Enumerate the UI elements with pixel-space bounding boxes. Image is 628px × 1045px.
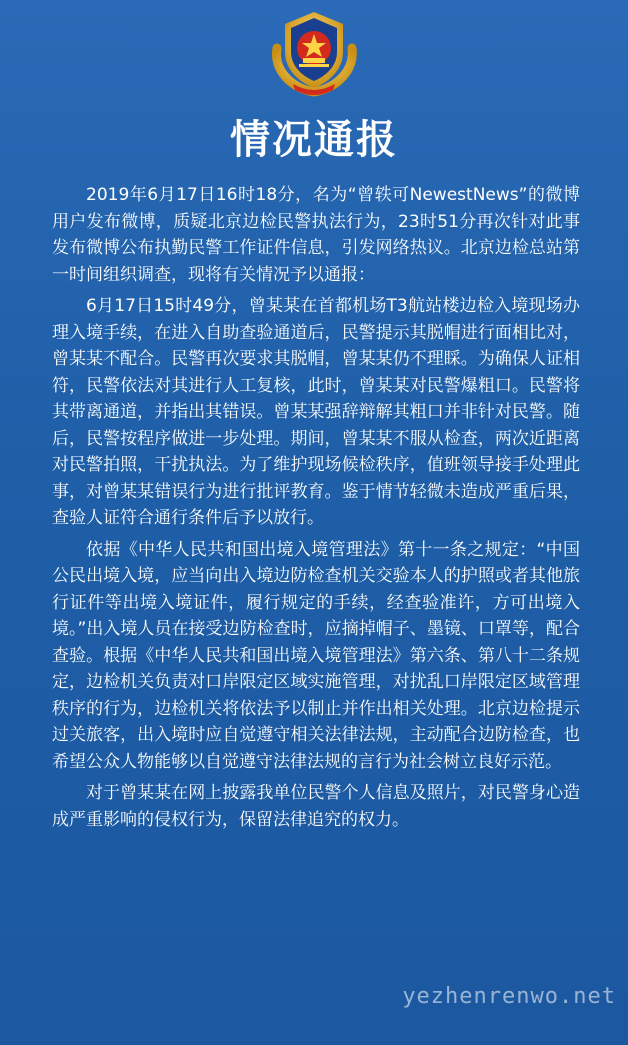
paragraph-reservation: 对于曾某某在网上披露我单位民警个人信息及照片，对民警身心造成严重影响的侵权行为，保留法律追究的权力。 xyxy=(52,783,580,830)
page-title: 情况通报 xyxy=(230,116,398,163)
watermark: yezhenrenwo.net xyxy=(402,984,616,1009)
notice-body xyxy=(52,182,580,838)
police-emblem-icon xyxy=(263,8,366,98)
paragraph-intro: 2019年6月17日16时18分，名为“曾轶可NewestNews”的微博用户发布微博，质疑北京边检民警执法行为，23时51分再次针对此事发布微博公布执勤民警工作证件信息，引发网络热议。北京边检总站第一时间组织调查，现将有关情况予以通报： xyxy=(52,185,580,285)
paragraph-incident: 6月17日15时49分，曾某某在首都机场T3航站楼边检入境现场办理入境手续，在进入自助查验通道后，民警提示其脱帽进行面相比对，曾某某不配合。民警再次要求其脱帽，曾某某仍不理睬。为确保人证相符，民警依法对其进行人工复核，此时，曾某某对民警爆粗口。民警将其带离通道，并指出其错误。曾某某强辞辩解其粗口并非针对民警。随后，民警按程序做进一步处理。期间，曾某某不服从检查，两次近距离对民警拍照，干扰执法。为了维护现场候检秩序，值班领导接手处理此事，对曾某某错误行为进行批评教育。鉴于情节轻微未造成严重后果，查验人证符合通行条件后予以放行。 xyxy=(52,296,580,528)
paragraph-legal-basis: 依据《中华人民共和国出境入境管理法》第十一条之规定：“中国公民出境入境，应当向出入境边防检查机关交验本人的护照或者其他旅行证件等出境入境证件，履行规定的手续，经查验准许，方可出境入境。”出入境人员在接受边防检查时，应摘掉帽子、墨镜、口罩等，配合查验。根据《中华人民共和国出境入境管理法》第六条、第八十二条规定，边检机关负责对口岸限定区域实施管理，对扰乱口岸限定区域管理秩序的行为，边检机关将依法予以制止并作出相关处理。北京边检提示过关旅客，出入境时应自觉遵守相关法律法规，主动配合边防检查，也希望公众人物能够以自觉遵守法律法规的言行为社会树立良好示范。 xyxy=(52,539,580,772)
